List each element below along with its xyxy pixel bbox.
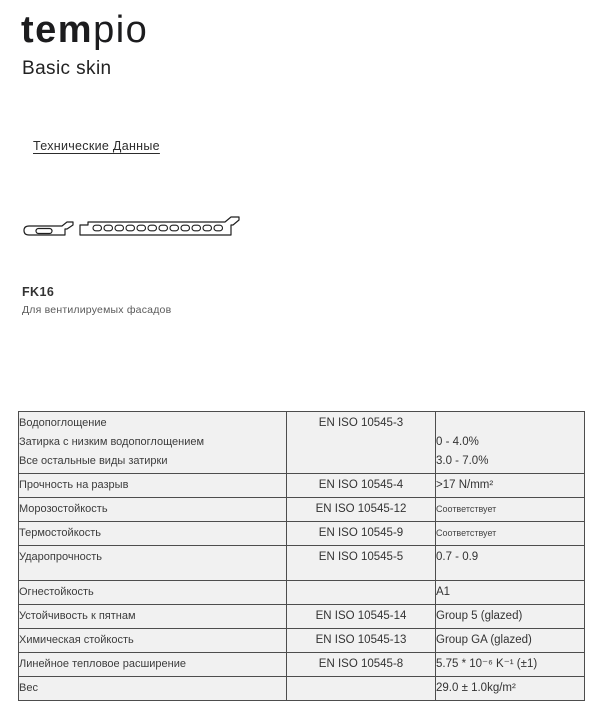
table-row [19,581,585,605]
value-line: 29.0 ± 1.0kg/m² [436,682,516,694]
value-cell [436,474,585,498]
brand-logo-bold-segment: tem [21,9,94,51]
property-cell [19,605,287,629]
brand-logo-light-segment: pio [93,9,149,51]
property-cell [19,474,287,498]
standard-cell [287,546,436,581]
standard-cell [287,605,436,629]
table-row [19,605,585,629]
property-cell [19,581,287,605]
standard-label: EN ISO 10545-8 [318,658,404,670]
table-row [19,412,585,474]
standard-label: EN ISO 10545-12 [315,503,407,515]
standard-cell [287,653,436,677]
value-line: 5.75 * 10⁻⁶ K⁻¹ (±1) [436,658,538,670]
value-cell [436,581,585,605]
value-line: Group GA (glazed) [436,634,532,646]
property-line: Водопоглощение [19,417,107,429]
product-description: Для вентилируемых фасадов [22,304,172,316]
standard-cell [287,581,436,605]
property-line: Устойчивость к пятнам [19,610,136,622]
value-cell [436,546,585,581]
brand-logo [21,8,148,52]
value-line: Соответствует [436,504,497,514]
property-line: Термостойкость [19,527,102,539]
value-cell [436,677,585,701]
value-line: Group 5 (glazed) [436,610,523,622]
product-code: FK16 [22,285,55,299]
standard-label: EN ISO 10545-14 [315,610,407,622]
standard-label [287,679,435,698]
value-cell [436,629,585,653]
standard-cell [287,677,436,701]
property-cell [19,412,287,474]
standard-label: EN ISO 10545-13 [315,634,407,646]
spec-table [18,411,585,701]
property-cell [19,498,287,522]
value-line: 3.0 - 7.0% [436,455,489,467]
value-line: Соответствует [436,528,497,538]
property-line: Вес [19,682,38,694]
property-cell [19,653,287,677]
table-row [19,653,585,677]
property-line: Химическая стойкость [19,634,134,646]
property-cell [19,546,287,581]
property-cell [19,677,287,701]
table-row [19,629,585,653]
product-line-name: Basic skin [22,58,112,79]
property-line: Линейное тепловое расширение [19,658,187,670]
value-line: 0.7 - 0.9 [436,551,479,563]
table-row [19,546,585,581]
standard-label [287,583,435,602]
standard-cell [287,522,436,546]
value-cell [436,412,585,474]
property-line: Все остальные виды затирки [19,455,168,467]
table-row [19,522,585,546]
value-cell [436,498,585,522]
property-cell [19,629,287,653]
property-line: Ударопрочность [19,551,103,563]
section-title: Технические Данные [33,139,160,153]
standard-cell [287,498,436,522]
standard-label: EN ISO 10545-4 [318,479,404,491]
property-line: Морозостойкость [19,503,108,515]
standard-label: EN ISO 10545-3 [318,417,404,429]
table-row [19,677,585,701]
value-line: 0 - 4.0% [436,436,479,448]
value-cell [436,605,585,629]
property-line: Затирка с низким водопоглощением [19,436,205,448]
value-line: A1 [436,586,451,598]
spec-table-body [19,412,585,701]
property-line: Огнестойкость [19,586,94,598]
standard-label: EN ISO 10545-5 [318,551,404,563]
standard-cell [287,629,436,653]
value-cell [436,522,585,546]
property-cell [19,522,287,546]
value-line [436,414,584,433]
value-line: >17 N/mm² [436,479,494,491]
panel-profile-drawing [20,213,252,243]
table-row [19,498,585,522]
standard-cell [287,412,436,474]
standard-label: EN ISO 10545-9 [318,527,404,539]
property-line: Прочность на разрыв [19,479,129,491]
standard-cell [287,474,436,498]
value-cell [436,653,585,677]
table-row [19,474,585,498]
